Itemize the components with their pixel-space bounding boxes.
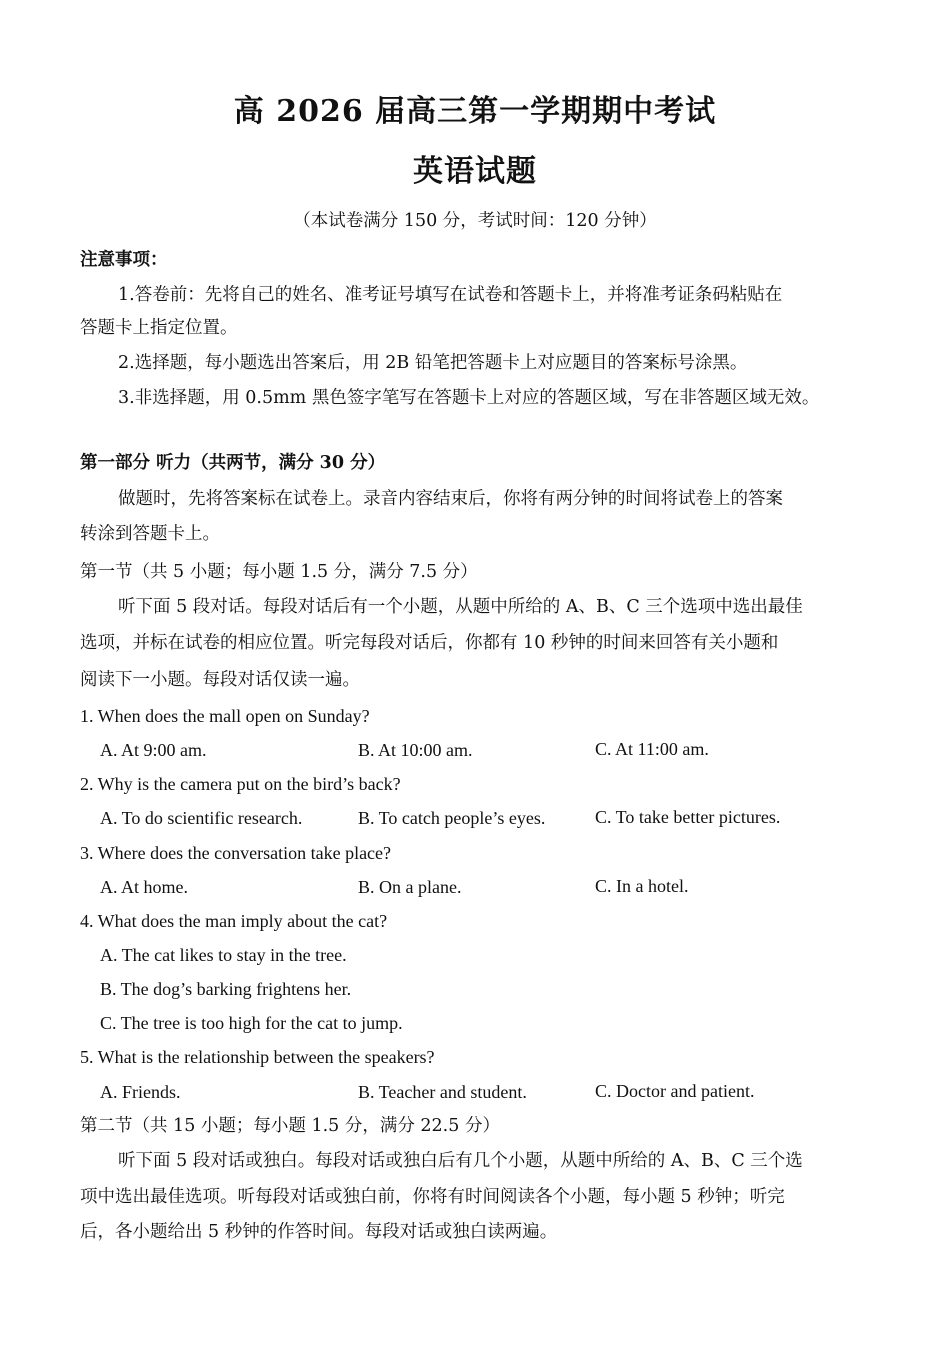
- question-1-option-b: B. At 10:00 am.: [358, 740, 473, 760]
- section2-intro-line-1: 听下面 5 段对话或独白。每段对话或独白后有几个小题，从题中所给的 A、B、C 三个选: [118, 1151, 803, 1171]
- question-5-option-a: A. Friends.: [100, 1082, 181, 1102]
- exam-title: 高 2026 届高三第一学期期中考试: [233, 94, 717, 129]
- notes-item-3: 3.非选择题，用 0.5mm 黑色签字笔写在答题卡上对应的答题区域，写在非答题区域无效。: [118, 388, 820, 408]
- section1-heading: 第一节（共 5 小题；每小题 1.5 分，满分 7.5 分）: [80, 562, 478, 582]
- question-2: 2. Why is the camera put on the bird’s back?: [80, 774, 401, 794]
- part1-intro-line-2: 转涂到答题卡上。: [80, 524, 220, 544]
- question-4-option-c: C. The tree is too high for the cat to jump.: [100, 1013, 403, 1033]
- question-4-option-a: A. The cat likes to stay in the tree.: [100, 945, 347, 965]
- question-4: 4. What does the man imply about the cat?: [80, 911, 388, 931]
- question-2-option-c: C. To take better pictures.: [595, 807, 781, 827]
- question-1-option-a: A. At 9:00 am.: [100, 740, 207, 760]
- section1-intro-line-3: 阅读下一小题。每段对话仅读一遍。: [80, 670, 360, 690]
- question-5-option-c: C. Doctor and patient.: [595, 1081, 755, 1101]
- question-3-option-a: A. At home.: [100, 877, 188, 897]
- section2-intro-line-3: 后，各小题给出 5 秒钟的作答时间。每段对话或独白读两遍。: [80, 1222, 558, 1242]
- question-1-option-c: C. At 11:00 am.: [595, 739, 709, 759]
- question-2-option-a: A. To do scientific research.: [100, 808, 303, 828]
- exam-subject: 英语试题: [413, 154, 537, 189]
- section2-intro-line-2: 项中选出最佳选项。听每段对话或独白前，你将有时间阅读各个小题，每小题 5 秒钟；听完: [80, 1187, 785, 1207]
- notes-item-1-line-1: 1.答卷前：先将自己的姓名、准考证号填写在试卷和答题卡上，并将准考证条码粘贴在: [118, 285, 783, 305]
- notes-item-1-line-2: 答题卡上指定位置。: [80, 318, 238, 338]
- section1-intro-line-2: 选项，并标在试卷的相应位置。听完每段对话后，你都有 10 秒钟的时间来回答有关小题和: [80, 633, 779, 653]
- question-2-option-b: B. To catch people’s eyes.: [358, 808, 546, 828]
- question-3-option-c: C. In a hotel.: [595, 876, 689, 896]
- question-5: 5. What is the relationship between the speakers?: [80, 1047, 435, 1067]
- notes-item-2: 2.选择题，每小题选出答案后，用 2B 铅笔把答题卡上对应题目的答案标号涂黑。: [118, 353, 748, 373]
- exam-meta: （本试卷满分 150 分，考试时间：120 分钟）: [293, 211, 657, 231]
- question-3: 3. Where does the conversation take place?: [80, 843, 392, 863]
- section2-heading: 第二节（共 15 小题；每小题 1.5 分，满分 22.5 分）: [80, 1116, 500, 1136]
- question-1: 1. When does the mall open on Sunday?: [80, 706, 370, 726]
- question-5-option-b: B. Teacher and student.: [358, 1082, 527, 1102]
- part1-heading: 第一部分 听力（共两节，满分 30 分）: [80, 453, 386, 473]
- question-3-option-b: B. On a plane.: [358, 877, 462, 897]
- notes-heading: 注意事项：: [80, 250, 168, 270]
- question-4-option-b: B. The dog’s barking frightens her.: [100, 979, 352, 999]
- section1-intro-line-1: 听下面 5 段对话。每段对话后有一个小题，从题中所给的 A、B、C 三个选项中选出最佳: [118, 597, 803, 617]
- part1-intro-line-1: 做题时，先将答案标在试卷上。录音内容结束后，你将有两分钟的时间将试卷上的答案: [118, 489, 783, 509]
